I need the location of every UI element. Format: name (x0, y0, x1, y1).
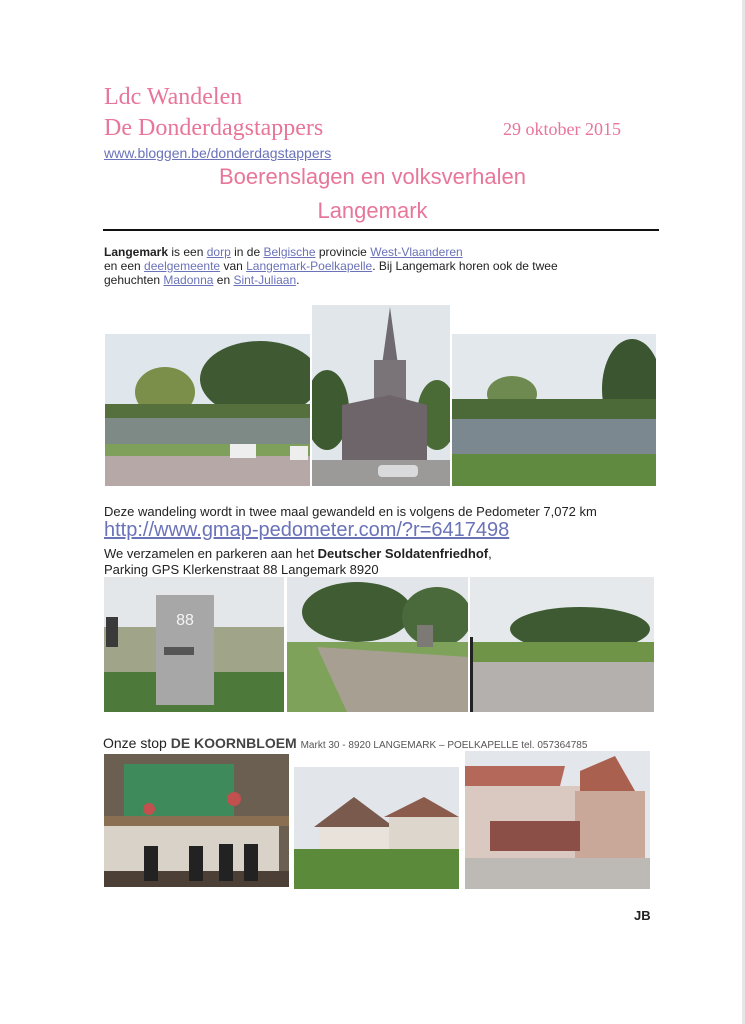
photo-houses (294, 767, 459, 889)
link-madonna[interactable]: Madonna (163, 273, 214, 287)
photo-pond-with-benches (105, 334, 310, 486)
link-belgische[interactable]: Belgische (263, 245, 316, 259)
sign-number: 88 (176, 612, 194, 629)
author-initials: JB (634, 908, 651, 923)
intro-paragraph: Langemark is een dorp in de Belgische provincie West-Vlaanderen en een deelgemeente van Langemark-Poelkapelle. Bij Langemark horen ook de twee gehuchten Madonna en Sint-Juliaan. (104, 245, 558, 287)
link-dorp[interactable]: dorp (206, 245, 231, 259)
parking-gps-text: Parking GPS Klerkenstraat 88 Langemark 8920 (104, 562, 379, 577)
link-sint-juliaan[interactable]: Sint-Juliaan (233, 273, 297, 287)
photo-cemetery-wall (287, 577, 468, 712)
photo-church (312, 305, 450, 486)
photo-street-sign-88 (104, 577, 284, 712)
group-name: De Donderdagstappers (104, 115, 324, 141)
header-rule (103, 229, 659, 231)
stop-line (103, 735, 587, 751)
photo-koornbloem-exterior (465, 751, 650, 889)
event-date: 29 oktober 2015 (503, 119, 621, 139)
pedometer-link[interactable]: http://www.gmap-pedometer.com/?r=6417498 (104, 519, 510, 541)
photo-pond-fountain (452, 334, 656, 486)
intro-bold: Langemark (104, 245, 169, 259)
meeting-point-name: Deutscher Soldatenfriedhof (317, 546, 489, 561)
stop-name: DE KOORNBLOEM (170, 735, 297, 751)
photo-parking-lot (470, 577, 654, 712)
stop-label: Onze stop (103, 735, 171, 751)
blog-link[interactable]: www.bloggen.be/donderdagstappers (104, 145, 332, 161)
stop-address: Markt 30 - 8920 LANGEMARK – POELKAPELLE tel. 057364785 (300, 740, 588, 751)
link-langemark-poelkapelle[interactable]: Langemark-Poelkapelle (246, 259, 373, 273)
photo-cafe-interior (104, 754, 289, 887)
link-deelgemeente[interactable]: deelgemeente (144, 259, 221, 273)
walk-distance-text: Deze wandeling wordt in twee maal gewandeld en is volgens de Pedometer 7,072 km (104, 504, 597, 519)
link-west-vlaanderen[interactable]: West-Vlaanderen (370, 245, 463, 259)
walk-title: Boerenslagen en volksverhalen (219, 164, 526, 189)
meeting-point-text: We verzamelen en parkeren aan het Deutscher Soldatenfriedhof, (104, 546, 492, 561)
club-name: Ldc Wandelen (104, 84, 243, 110)
walk-subtitle: Langemark (317, 198, 428, 223)
